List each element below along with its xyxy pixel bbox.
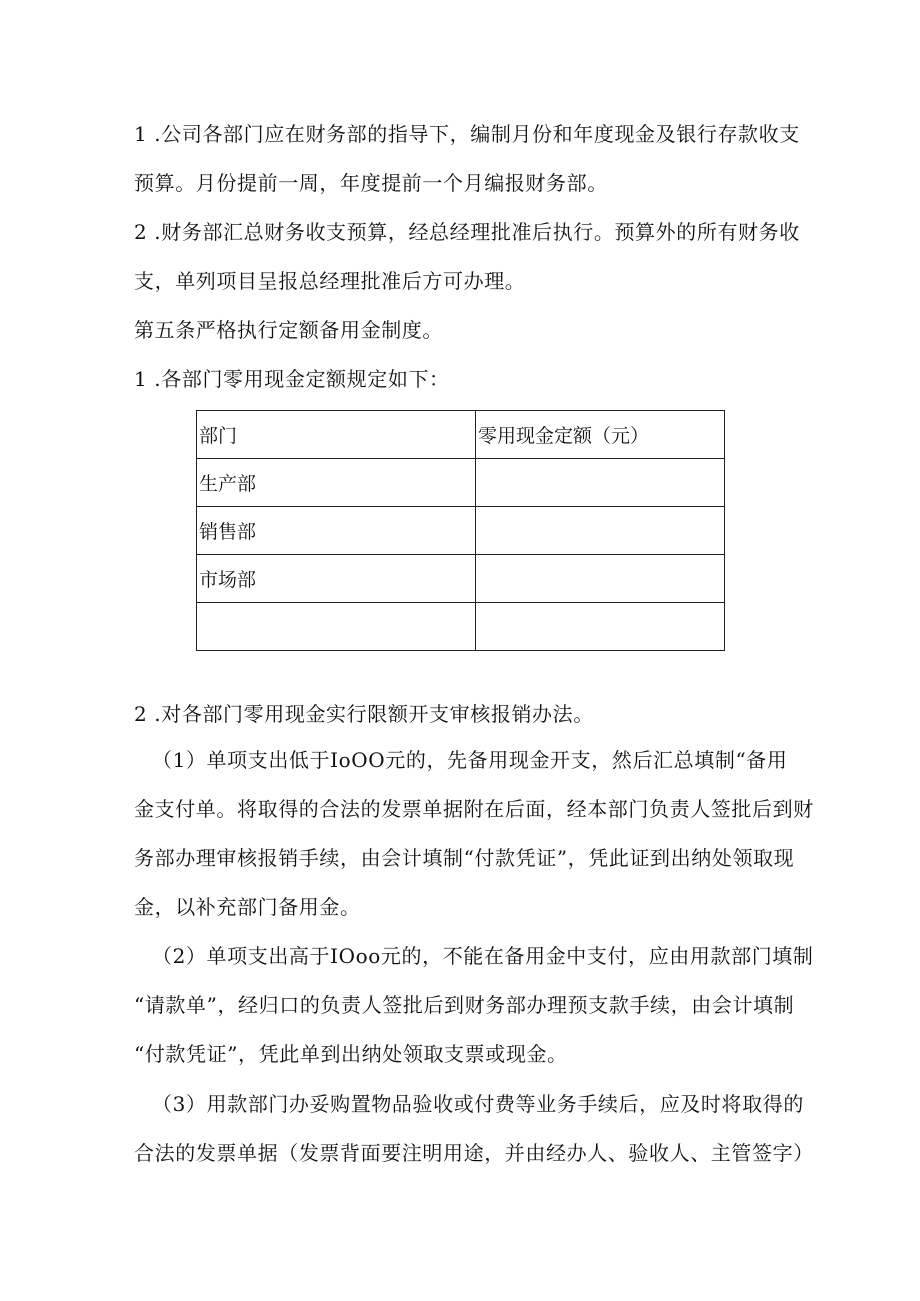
text-line: 1 .各部门零用现金定额规定如下： — [134, 367, 450, 391]
table-cell-department: 市场部 — [197, 555, 476, 603]
table-row — [197, 507, 725, 555]
table-row — [197, 555, 725, 603]
table-cell-department — [197, 603, 476, 651]
table-cell-quota — [476, 507, 725, 555]
paragraph-reimbursement-intro — [134, 690, 794, 739]
table-cell-department: 销售部 — [197, 507, 476, 555]
paragraph-sub-item-2 — [134, 932, 814, 1079]
table-header-row — [197, 411, 725, 459]
text-line: （1）单项支出低于IoOO元的，先备用现金开支，然后汇总填制“备用 — [152, 748, 788, 772]
table-cell-department: 生产部 — [197, 459, 476, 507]
paragraph-budget-preparation — [134, 110, 800, 208]
text-line: 2 .财务部汇总财务收支预算，经总经理批准后执行。预算外的所有财务收 — [134, 220, 800, 244]
text-line: 金，以补充部门备用金。 — [134, 895, 361, 919]
paragraph-petty-cash-intro — [134, 355, 794, 404]
table-row — [197, 459, 725, 507]
table-header-cell: 零用现金定额（元） — [476, 411, 725, 459]
petty-cash-quota-table — [196, 410, 725, 651]
text-line: （2）单项支出高于IOoo元的，不能在备用金中支付，应由用款部门填制 — [152, 944, 814, 968]
text-line: “请款单”，经归口的负责人签批后到财务部办理预支款手续，由会计填制 — [134, 993, 795, 1017]
article-title: 第五条严格执行定额备用金制度。 — [134, 318, 443, 342]
table-cell-quota — [476, 603, 725, 651]
paragraph-sub-item-3 — [134, 1080, 814, 1178]
article-5-heading — [134, 306, 794, 355]
text-line: 2 .对各部门零用现金实行限额开支审核报销办法。 — [134, 702, 594, 726]
text-line: 预算。月份提前一周，年度提前一个月编报财务部。 — [134, 171, 608, 195]
text-line: 金支付单。将取得的合法的发票单据附在后面，经本部门负责人签批后到财 — [134, 797, 814, 821]
table-header-cell: 部门 — [197, 411, 476, 459]
table-cell-quota — [476, 555, 725, 603]
text-line: 1 .公司各部门应在财务部的指导下，编制月份和年度现金及银行存款收支 — [134, 122, 800, 146]
text-line: “付款凭证”，凭此单到出纳处领取支票或现金。 — [134, 1042, 568, 1066]
text-line: 务部办理审核报销手续，由会计填制“付款凭证”，凭此证到出纳处领取现 — [134, 846, 795, 870]
paragraph-budget-approval — [134, 208, 800, 306]
text-line: 支，单列项目呈报总经理批准后方可办理。 — [134, 269, 526, 293]
paragraph-sub-item-1 — [134, 736, 814, 932]
table-cell-quota — [476, 459, 725, 507]
text-line: （3）用款部门办妥购置物品验收或付费等业务手续后，应及时将取得的 — [152, 1092, 804, 1116]
text-line: 合法的发票单据（发票背面要注明用途，并由经办人、验收人、主管签字） — [134, 1141, 814, 1165]
table-row — [197, 603, 725, 651]
